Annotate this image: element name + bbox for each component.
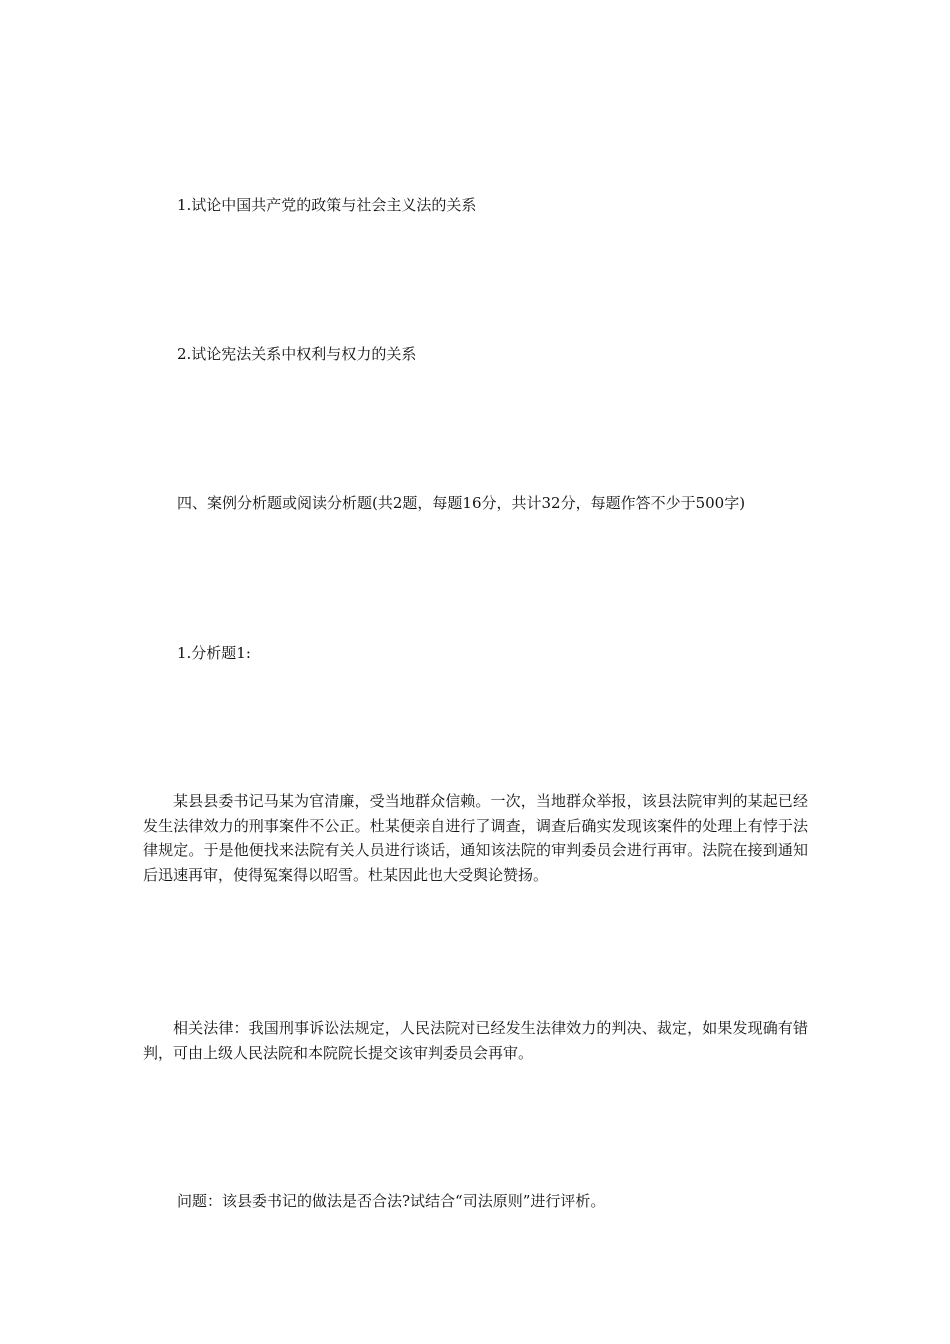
related-law-paragraph: 相关法律：我国刑事诉讼法规定，人民法院对已经发生法律效力的判决、裁定，如果发现确有错判，可由上级人民法院和本院院长提交该审判委员会再审。 <box>143 1019 808 1062</box>
analysis-1-label: 1.分析题1: <box>177 644 251 662</box>
section-4-heading: 四、案例分析题或阅读分析题(共2题，每题16分，共计32分，每题作答不少于500字) <box>177 494 746 512</box>
question-1-title: 1.试论中国共产党的政策与社会主义法的关系 <box>177 196 477 214</box>
question-2-title: 2.试论宪法关系中权利与权力的关系 <box>177 345 417 363</box>
case-description-paragraph: 某县县委书记马某为官清廉，受当地群众信赖。一次，当地群众举报，该县法院审判的某起已经发生法律效力的刑事案件不公正。杜某便亲自进行了调查，调查后确实发现该案件的处理上有悖于法律规定。于是他便找来法院有关人员进行谈话，通知该法院的审判委员会进行再审。法院在接到通知后迅速再审，使得冤案得以昭雪。杜某因此也大受舆论赞扬。 <box>143 792 808 884</box>
analysis-question: 问题：该县委书记的做法是否合法?试结合“司法原则”进行评析。 <box>177 1192 606 1210</box>
